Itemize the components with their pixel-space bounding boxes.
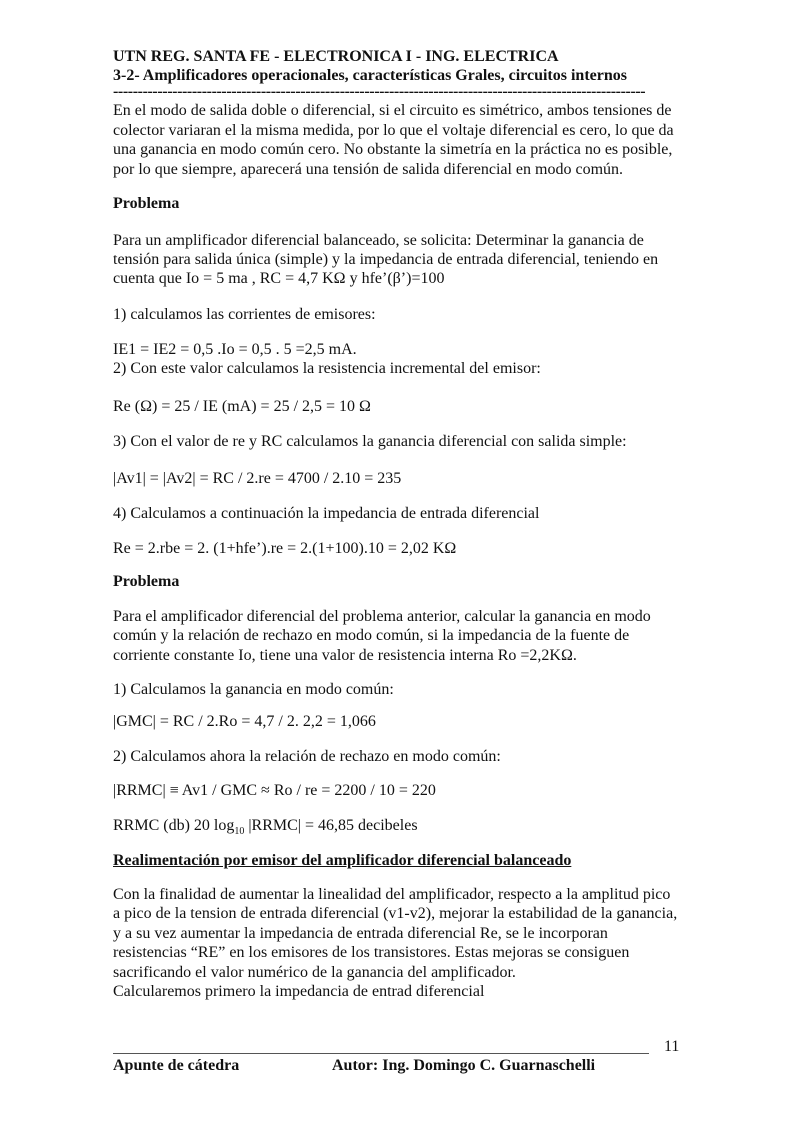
problem-heading: Problema bbox=[113, 573, 180, 590]
footer-left: Apunte de cátedra bbox=[113, 1057, 240, 1074]
step-text: 3) Con el valor de re y RC calculamos la ganancia diferencial con salida simple: bbox=[113, 433, 627, 450]
page-number: 11 bbox=[664, 1038, 680, 1055]
text-line: resistencias “RE” en los emisores de los transistores. Estas mejoras se consiguen bbox=[113, 944, 630, 961]
eq-prefix: RRMC (db) 20 log bbox=[113, 817, 235, 834]
text-line: tensión para salida única (simple) y la impedancia de entrada diferencial, teniendo en bbox=[113, 251, 659, 268]
text-line: Con la finalidad de aumentar la linealidad del amplificador, respecto a la amplitud pico bbox=[113, 886, 671, 903]
problem-heading: Problema bbox=[113, 195, 180, 212]
document-title: UTN REG. SANTA FE - ELECTRONICA I - ING. ELECTRICA bbox=[113, 48, 559, 65]
text-line: y a su vez aumentar la impedancia de entrada diferencial Re, se le incorporan bbox=[113, 925, 608, 942]
step-text: 1) Calculamos la ganancia en modo común: bbox=[113, 681, 394, 698]
text-line: una ganancia en modo común cero. No obstante la simetría en la práctica no es posible, bbox=[113, 141, 673, 158]
equation: Re = 2.rbe = 2. (1+hfe’).re = 2.(1+100).10 = 2,02 KΩ bbox=[113, 540, 457, 557]
step-text: 1) calculamos las corrientes de emisores: bbox=[113, 306, 376, 323]
text-line: sacrificando el valor numérico de la ganancia del amplificador. bbox=[113, 964, 516, 981]
text-line: Para el amplificador diferencial del problema anterior, calcular la ganancia en modo bbox=[113, 608, 651, 625]
step-text: 4) Calculamos a continuación la impedancia de entrada diferencial bbox=[113, 505, 540, 522]
step-text: 2) Con este valor calculamos la resistencia incremental del emisor: bbox=[113, 360, 541, 377]
text-line: corriente constante Io, tiene una valor de resistencia interna Ro =2,2KΩ. bbox=[113, 647, 577, 664]
eq-suffix: |RRMC| = 46,85 decibeles bbox=[244, 817, 418, 834]
text-line: común y la relación de rechazo en modo común, si la impedancia de la fuente de bbox=[113, 627, 630, 644]
footer-rule bbox=[113, 1053, 649, 1054]
step-text: 2) Calculamos ahora la relación de rechazo en modo común: bbox=[113, 748, 501, 765]
equation: Re (Ω) = 25 / IE (mA) = 25 / 2,5 = 10 Ω bbox=[113, 398, 371, 415]
equation-db bbox=[113, 816, 418, 836]
text-line: a pico de la tension de entrada diferencial (v1-v2), mejorar la estabilidad de la ganancia, bbox=[113, 905, 678, 922]
text-line: Calcularemos primero la impedancia de entrad diferencial bbox=[113, 983, 485, 1000]
text-line: Para un amplificador diferencial balanceado, se solicita: Determinar la ganancia de bbox=[113, 232, 644, 249]
equation: |RRMC| ≡ Av1 / GMC ≈ Ro / re = 2200 / 10 = 220 bbox=[113, 782, 436, 799]
equation: IE1 = IE2 = 0,5 .Io = 0,5 . 5 =2,5 mA. bbox=[113, 341, 357, 358]
text-line: por lo que siempre, aparecerá una tensión de salida diferencial en modo común. bbox=[113, 161, 624, 178]
text-line: cuenta que Io = 5 ma , RC = 4,7 KΩ y hfe’(β’)=100 bbox=[113, 270, 445, 287]
text-line: En el modo de salida doble o diferencial, si el circuito es simétrico, ambos tensiones de bbox=[113, 102, 672, 119]
footer-author: Autor: Ing. Domingo C. Guarnaschelli bbox=[332, 1057, 596, 1074]
equation: |Av1| = |Av2| = RC / 2.re = 4700 / 2.10 = 235 bbox=[113, 470, 402, 487]
eq-subscript: 10 bbox=[234, 826, 245, 838]
header-separator: ------------------------------------------------------------------------------------------------------------ bbox=[113, 83, 646, 100]
document-subtitle: 3-2- Amplificadores operacionales, características Grales, circuitos internos bbox=[113, 67, 627, 84]
text-line: colector variaran el la misma medida, por lo que el voltaje diferencial es cero, lo que da bbox=[113, 122, 674, 139]
section-heading: Realimentación por emisor del amplificador diferencial balanceado bbox=[113, 852, 572, 869]
equation: |GMC| = RC / 2.Ro = 4,7 / 2. 2,2 = 1,066 bbox=[113, 713, 376, 730]
